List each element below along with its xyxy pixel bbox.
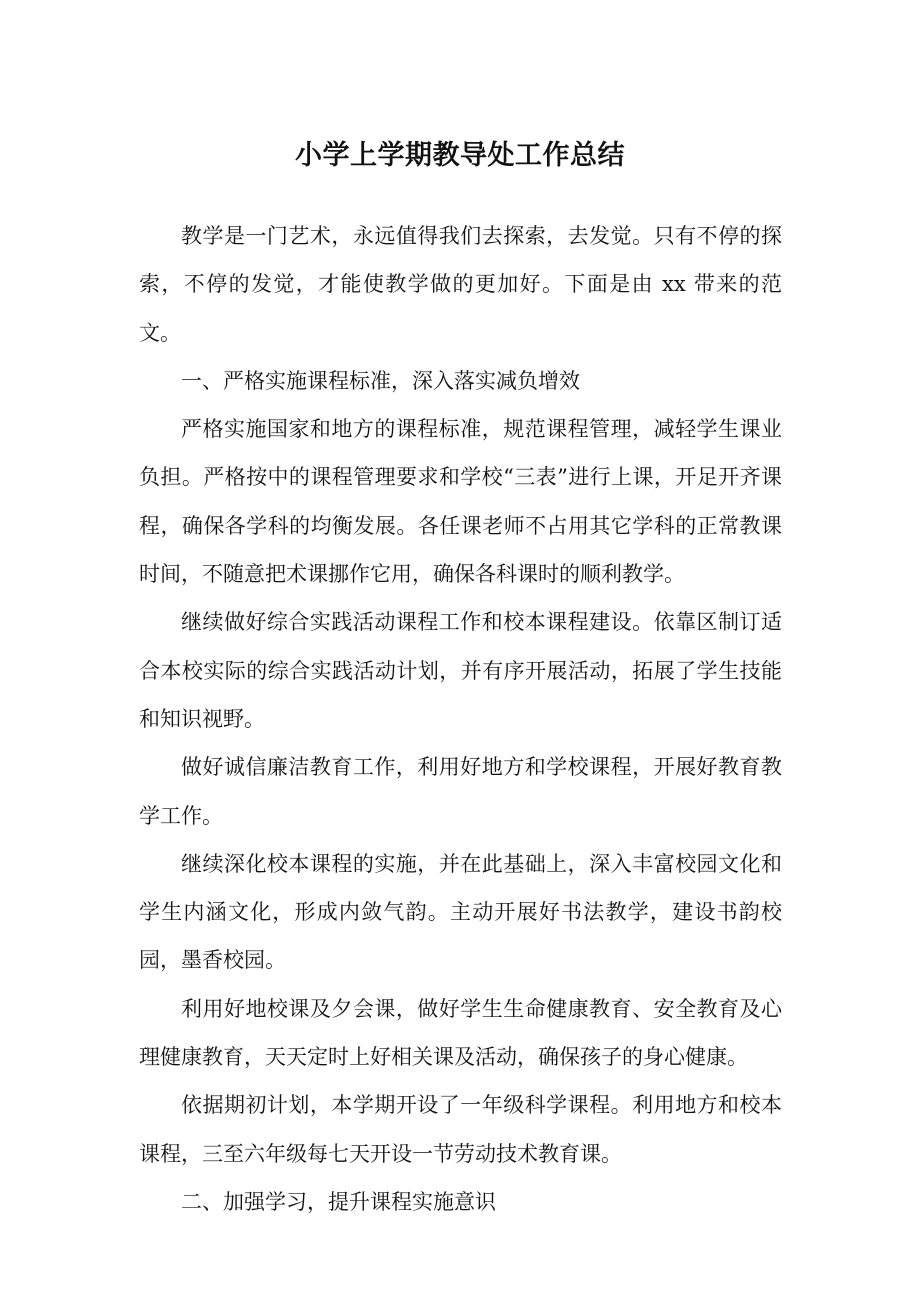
body-paragraph: 依据期初计划，本学期开设了一年级科学课程。利用地方和校本课程，三至六年级每七天开设一节劳动技术教育课。	[139, 1093, 782, 1166]
page-title: 小学上学期教导处工作总结	[295, 140, 625, 172]
body-paragraph: 利用好地校课及夕会课，做好学生生命健康教育、安全教育及心理健康教育，天天定时上好相关课及活动，确保孩子的身心健康。	[139, 996, 782, 1070]
intro-paragraph: 教学是一门艺术，永远值得我们去探索，去发觉。只有不停的探索，不停的发觉，才能使教学做的更加好。下面是由 xx 带来的范文。	[139, 224, 782, 345]
section-heading-1: 一、严格实施课程标准，深入落实减负增效	[181, 368, 580, 393]
body-paragraph: 继续深化校本课程的实施，并在此基础上，深入丰富校园文化和学生内涵文化，形成内敛气韵。主动开展好书法教学，建设书韵校园，墨香校园。	[139, 851, 782, 973]
body-paragraph: 做好诚信廉洁教育工作，利用好地方和学校课程，开展好教育教学工作。	[139, 755, 782, 828]
body-paragraph: 严格实施国家和地方的课程标准，规范课程管理，减轻学生课业负担。严格按中的课程管理要求和学校“三表”进行上课，开足开齐课程，确保各学科的均衡发展。各任课老师不占用其它学科的正常教课时间，不随意把术课挪作它用，确保各科课时的顺利教学。	[139, 417, 782, 587]
section-heading-2: 二、加强学习，提升课程实施意识	[181, 1189, 496, 1214]
document-body	[139, 212, 782, 1226]
body-paragraph: 继续做好综合实践活动课程工作和校本课程建设。依靠区制订适合本校实际的综合实践活动计划，并有序开展活动，拓展了学生技能和知识视野。	[139, 610, 782, 731]
